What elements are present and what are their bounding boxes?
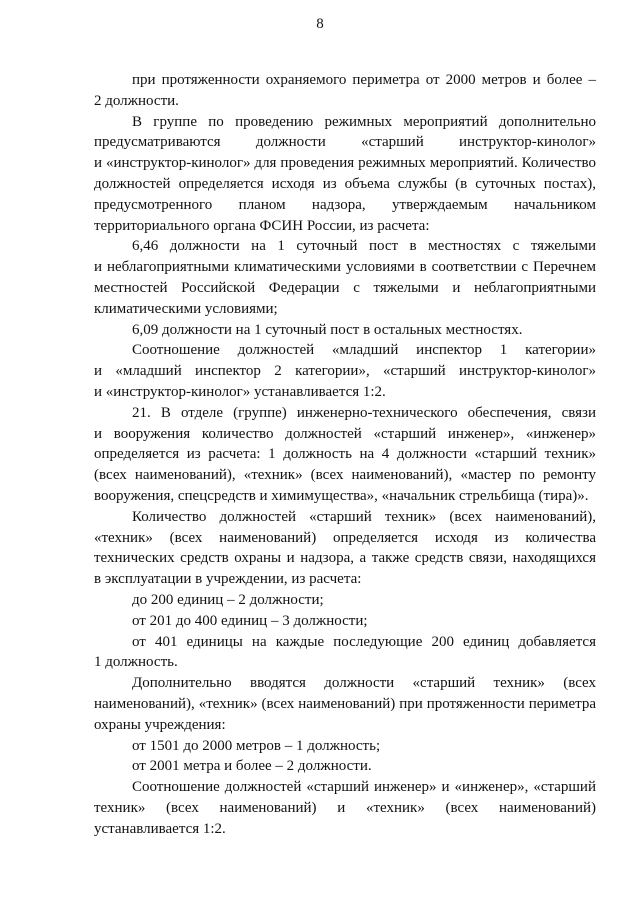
- text-line: 6,09 должности на 1 суточный пост в остальных местностях.: [132, 321, 523, 338]
- text-line: техник» (всех наименований) и «техник» (всех наименований): [94, 799, 596, 816]
- page-number: 8: [316, 16, 324, 32]
- text-line: определяется из расчета: 1 должность на 4 должности «старший техник»: [94, 446, 596, 463]
- text-line: от 2001 метра и более – 2 должности.: [132, 758, 372, 775]
- text-line: и «инструктор-кинолог» устанавливается 1:2.: [94, 383, 386, 400]
- text-line: Дополнительно вводятся должности «старший техник» (всех: [132, 675, 596, 692]
- text-line: в эксплуатации в учреждении, из расчета:: [94, 571, 362, 588]
- text-line: 1 должность.: [94, 654, 178, 671]
- text-line: от 401 единицы на каждые последующие 200 единиц добавляется: [132, 633, 596, 650]
- text-line: при протяженности охраняемого периметра от 2000 метров и более –: [132, 72, 596, 88]
- text-line: Количество должностей «старший техник» (всех наименований),: [132, 508, 596, 525]
- text-line: предусмотренного планом надзора, утверждаемым начальником: [94, 196, 596, 213]
- text-line: устанавливается 1:2.: [94, 820, 226, 837]
- text-line: предусматриваются должности «старший инструктор-кинолог»: [94, 134, 596, 151]
- text-line: и неблагоприятными климатическими условиями в соответствии с Перечнем: [94, 259, 596, 276]
- text-line: наименований), «техник» (всех наименований) при протяженности периметра: [94, 695, 596, 712]
- text-line: климатическими условиями;: [94, 300, 278, 317]
- text-line: охраны учреждения:: [94, 716, 226, 733]
- text-line: и «младший инспектор 2 категории», «старший инструктор-кинолог»: [94, 363, 596, 380]
- text-line: от 201 до 400 единиц – 3 должности;: [132, 612, 368, 629]
- text-line: 6,46 должности на 1 суточный пост в местностях с тяжелыми: [132, 238, 596, 255]
- text-line: технических средств охраны и надзора, а также средств связи, находящихся: [94, 550, 596, 567]
- text-line: территориального органа ФСИН России, из расчета:: [94, 217, 430, 234]
- text-line: (всех наименований), «техник» (всех наименований), «мастер по ремонту: [94, 467, 596, 484]
- text-line: местностей Российской Федерации с тяжелыми и неблагоприятными: [94, 279, 596, 296]
- text-line: вооружения, спецсредств и химимущества», «начальник стрельбища (тира)».: [94, 487, 589, 504]
- text-line: 2 должности.: [94, 92, 179, 109]
- text-line: и «инструктор-кинолог» для проведения режимных мероприятий. Количество: [94, 155, 596, 172]
- text-line: Соотношение должностей «старший инженер» и «инженер», «старший: [132, 779, 596, 796]
- document-body: [94, 70, 596, 839]
- text-line: от 1501 до 2000 метров – 1 должность;: [132, 737, 381, 754]
- text-line: и вооружения количество должностей «старший инженер», «инженер»: [94, 425, 596, 442]
- text-line: В группе по проведению режимных мероприятий дополнительно: [132, 113, 596, 130]
- text-line: «техник» (всех наименований) определяется исходя из количества: [94, 529, 596, 546]
- text-line: Соотношение должностей «младший инспектор 1 категории»: [132, 342, 596, 359]
- text-line: 21. В отделе (группе) инженерно-технического обеспечения, связи: [132, 404, 596, 421]
- text-line: до 200 единиц – 2 должности;: [132, 591, 324, 608]
- text-line: должностей определяется исходя из объема службы (в суточных постах),: [94, 175, 596, 192]
